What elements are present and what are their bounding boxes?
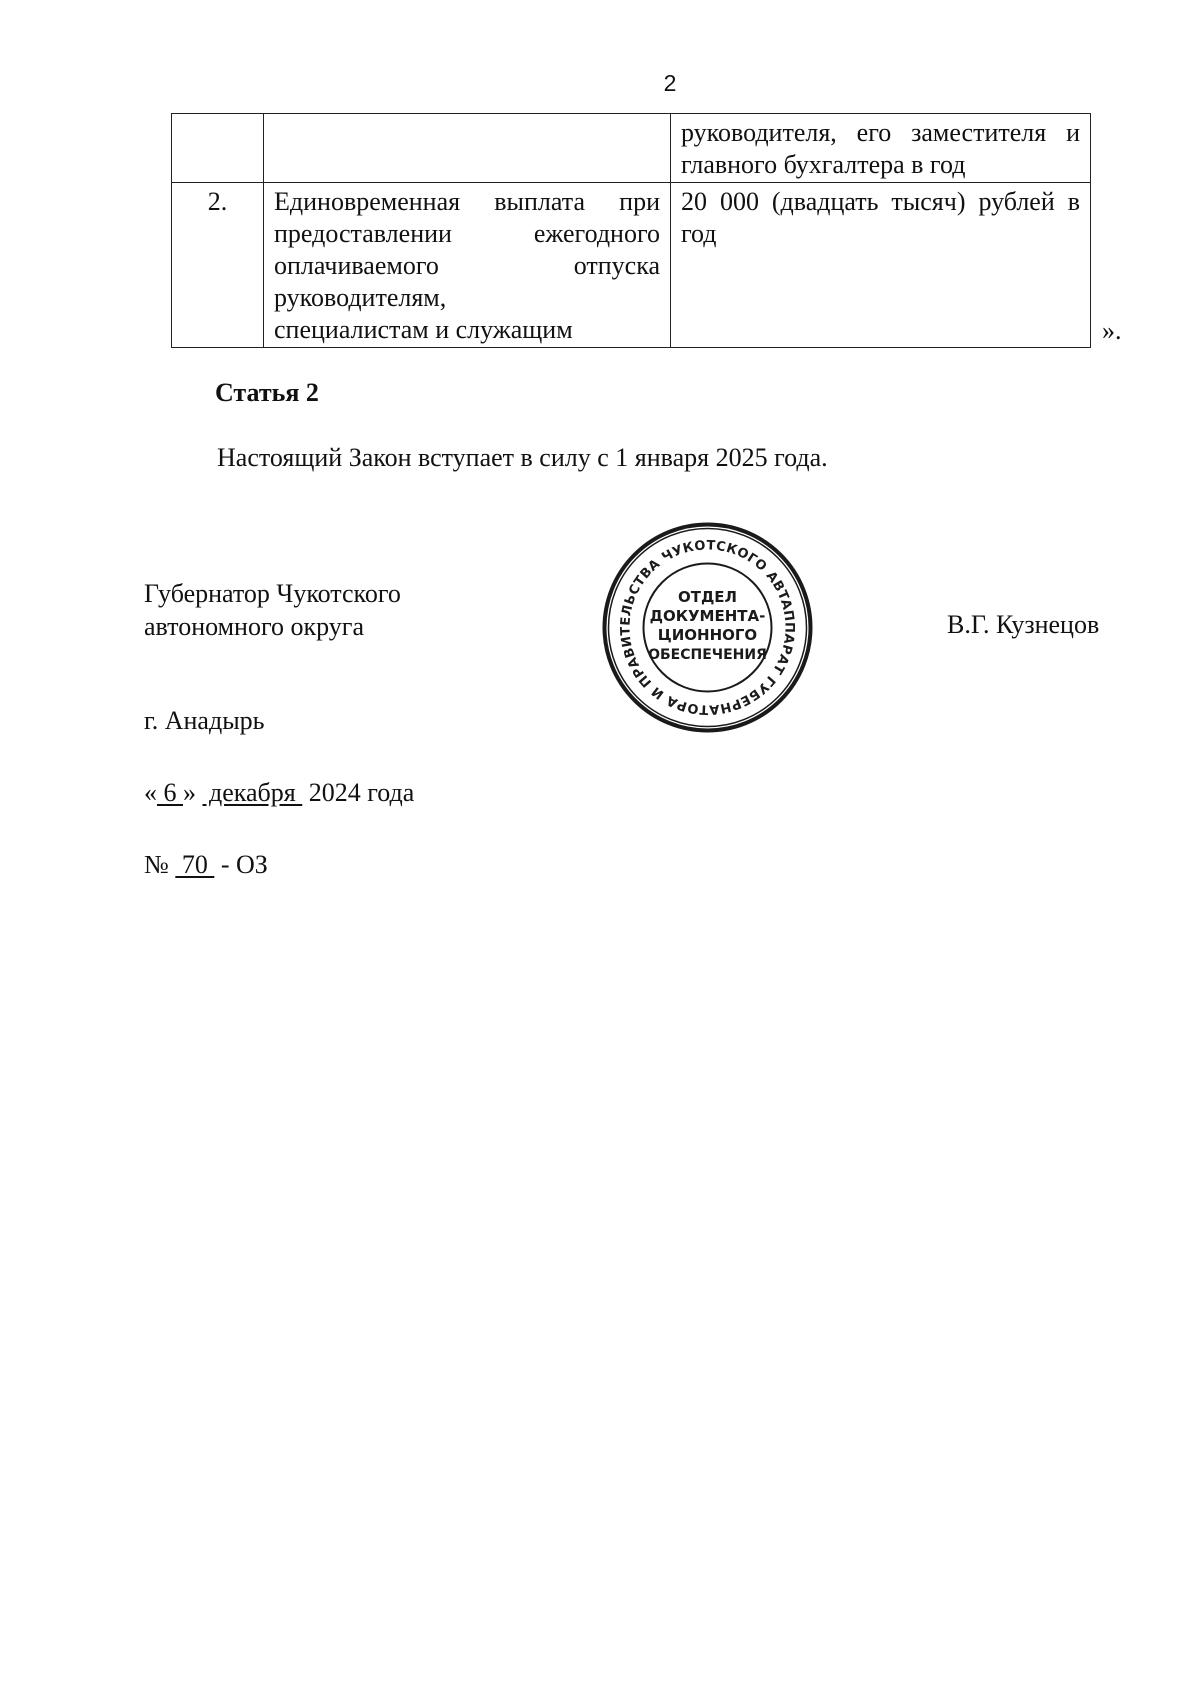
- payments-table: [171, 113, 1091, 348]
- name-line: специалистам и служащим: [274, 315, 573, 344]
- closing-quote: ».: [1102, 316, 1122, 345]
- date-year: 2024 года: [302, 778, 415, 807]
- value-line: руководителя, его заместителя и: [681, 118, 1080, 147]
- value-line: год: [681, 219, 717, 248]
- payment-name-cell: [264, 114, 671, 183]
- stamp-center-line: ЦИОННОГО: [657, 626, 758, 644]
- name-line: предоставлении ежегодного: [274, 219, 660, 248]
- row-number-cell: 2.: [172, 183, 264, 348]
- article-heading: Статья 2: [215, 378, 319, 407]
- table-row: [172, 114, 1091, 183]
- law-number-value: 70: [175, 850, 215, 879]
- date-close-quote: »: [183, 778, 196, 807]
- row-number-cell: [172, 114, 264, 183]
- law-number: [144, 850, 268, 880]
- signatory-title: [144, 577, 401, 643]
- signatory-name: В.Г. Кузнецов: [947, 610, 1100, 639]
- signing-date: [144, 778, 414, 808]
- payment-value-cell: [671, 183, 1091, 348]
- name-line: оплачиваемого отпуска: [274, 251, 660, 280]
- law-number-prefix: №: [144, 850, 176, 879]
- article-text: Настоящий Закон вступает в силу с 1 января 2025 года.: [217, 443, 828, 472]
- payment-value-cell: [671, 114, 1091, 183]
- table-row: [172, 183, 1091, 348]
- payment-name-cell: [264, 183, 671, 348]
- name-line: руководителям,: [274, 283, 447, 312]
- page-number: 2: [663, 70, 677, 96]
- stamp-center-line: ДОКУМЕНТА-: [649, 607, 766, 625]
- value-line: 20 000 (двадцать тысяч) рублей в: [681, 187, 1080, 216]
- name-line: Единовременная выплата при: [274, 187, 660, 216]
- date-day: 6: [157, 778, 183, 807]
- stamp-center-line: ОБЕСПЕЧЕНИЯ: [648, 647, 767, 663]
- date-open-quote: «: [144, 778, 157, 807]
- value-line: главного бухгалтера в год: [681, 150, 966, 179]
- stamp-ring-text: АППАРАТ ГУБЕРНАТОРА И ПРАВИТЕЛЬСТВА ЧУКОТСКОГО АВТОНОМНОГО: [618, 538, 797, 717]
- signatory-title-line: автономного округа: [144, 612, 364, 641]
- official-stamp: [600, 520, 815, 735]
- stamp-center-line: ОТДЕЛ: [677, 588, 738, 606]
- place-of-signing: г. Анадырь: [144, 706, 265, 735]
- signatory-title-line: Губернатор Чукотского: [144, 579, 401, 608]
- date-month: декабря: [202, 778, 303, 807]
- law-number-suffix: - ОЗ: [214, 850, 268, 879]
